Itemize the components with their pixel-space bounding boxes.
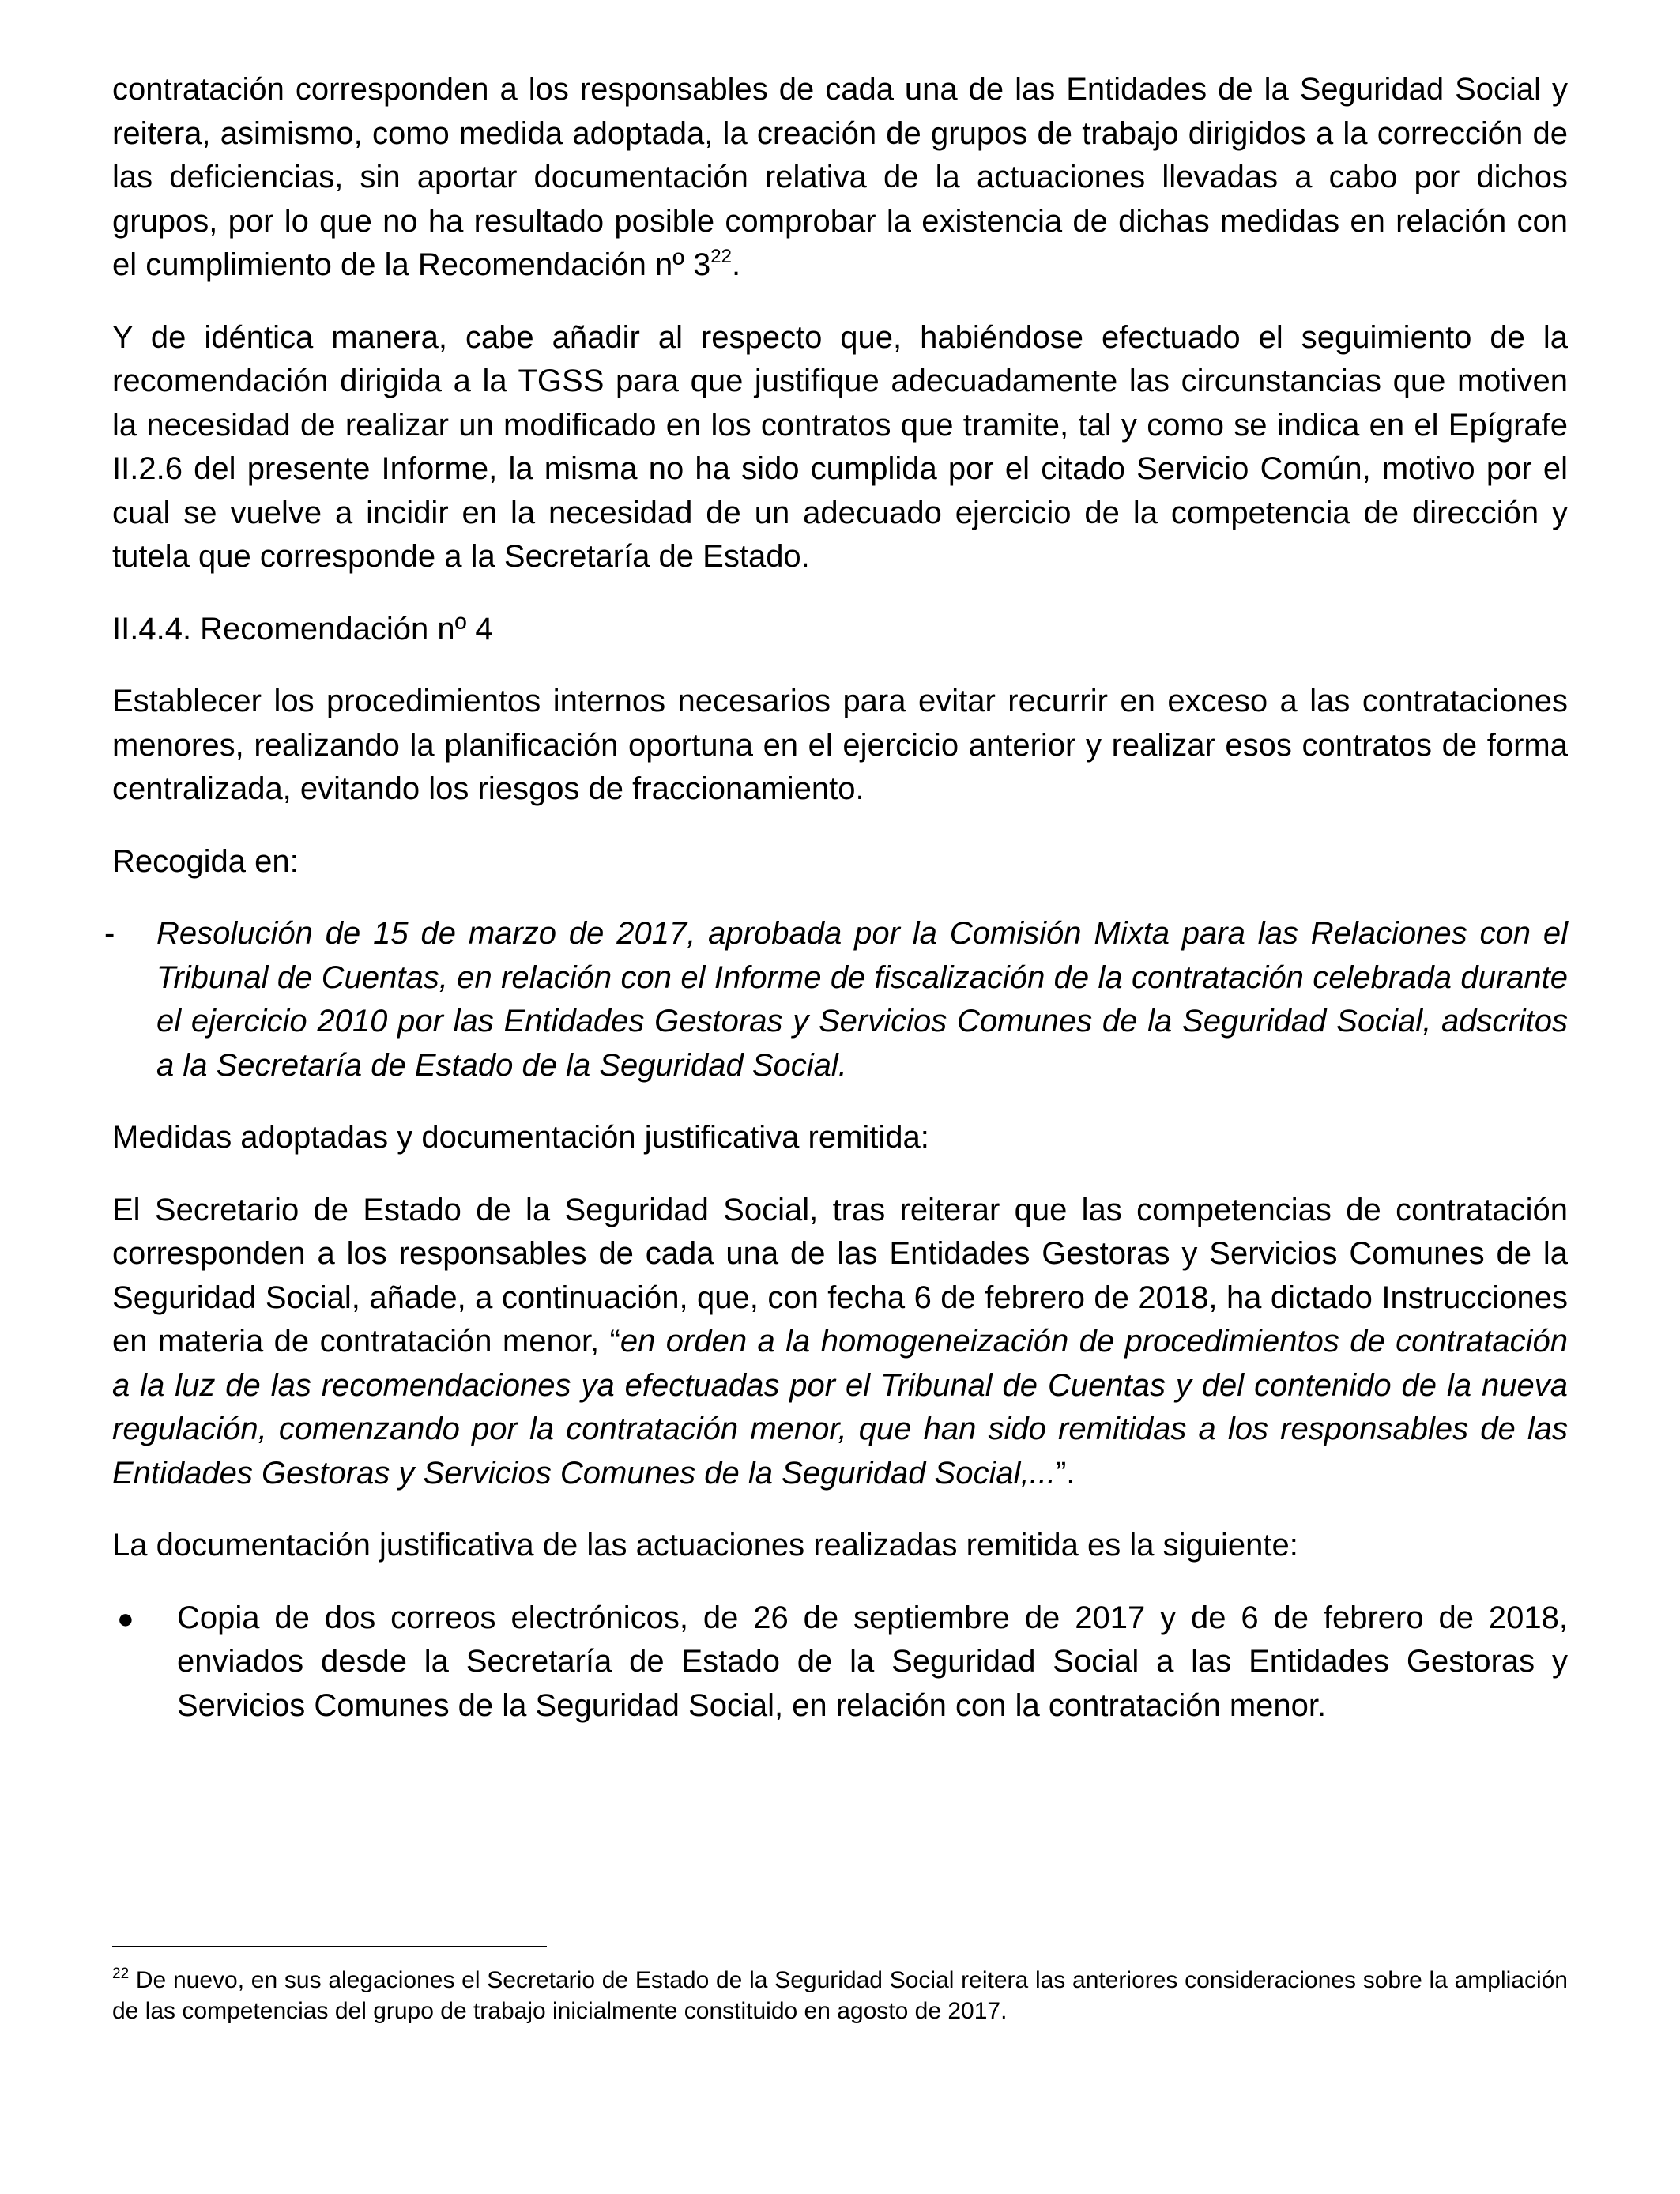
footnote-number: 22 (112, 1966, 130, 1982)
recommendation-text: Establecer los procedimientos internos necesarios para evitar recurrir en exceso a las contrataciones menores, realizando la planificación oportuna en el ejercicio anterior y realizar esos contratos de forma centralizada, evitando los riesgos de fraccionamiento. (112, 684, 1568, 806)
dash-marker: - (104, 916, 115, 951)
paragraph-tgss-recommendation: Y de idéntica manera, cabe añadir al respecto que, habiéndose efectuado el seguimiento de la recomendación dirigida a la TGSS para que justifique adecuadamente las circunstancias que motiven la necesidad de realizar un modificado en los contratos que tramite, tal y como se indica en el Epígrafe II.2.6 del presente Informe, la misma no ha sido cumplida por el citado Servicio Común, motivo por el cual se vuelve a incidir en la necesidad de un adecuado ejercicio de la competencia de dirección y tutela que corresponde a la Secretaría de Estado. (112, 319, 1568, 574)
bullet-list-item (112, 1596, 1568, 1728)
footnote (112, 1965, 1568, 2026)
paragraph-text: El Secretario de Estado de la Seguridad Social, tras reiterar que las competencias de contratación corresponden a los responsables de cada una de las Entidades Gestoras y Servicios Comunes de la Seguridad Social, añade, a continuación, que, con fecha 6 de febrero de 2018, ha dictado Instrucciones en materia de contratación menor, “ (112, 1192, 1568, 1359)
paragraph-end-punctuation: . (731, 247, 741, 282)
quoted-text: en orden a la homogeneización de procedimientos de contratación a la luz de las recomendaciones ya efectuadas por el Tribunal de Cuentas y del contenido de la nueva regulación, comenzando por la contratación menor, que han sido remitidas a los responsables de las Entidades Gestoras y Servicios Comunes de la Seguridad Social,... (112, 1324, 1569, 1491)
documentation-intro: La documentación justificativa de las actuaciones realizadas remitida es la siguiente: (112, 1528, 1298, 1563)
footnote-text: De nuevo, en sus alegaciones el Secretario de Estado de la Seguridad Social reitera las anteriores consideraciones sobre la ampliación de las competencias del grupo de trabajo inicialmente constituido en agosto de 2017. (112, 1967, 1568, 2024)
resolution-text: Resolución de 15 de marzo de 2017, aprobada por la Comisión Mixta para las Relaciones con el Tribunal de Cuentas, en relación con el Informe de fiscalización de la contratación celebrada durante el ejercicio 2010 por las Entidades Gestoras y Servicios Comunes de la Seguridad Social, adscritos a la Secretaría de Estado de la Seguridad Social. (156, 916, 1568, 1083)
footnote-separator (112, 1946, 547, 1947)
paragraph-continuation (112, 68, 1568, 288)
paragraph-text: contratación corresponden a los responsables de cada una de las Entidades de la Seguridad Social y reitera, asimismo, como medida adoptada, la creación de grupos de trabajo dirigidos a la corrección de las deficiencias, sin aportar documentación relativa de la actuaciones llevadas a cabo por dichos grupos, por lo que no ha resultado posible comprobar la existencia de dichas medidas en relación con el cumplimiento de la Recomendación nº 3 (112, 72, 1568, 282)
bullet-icon: ● (117, 1601, 134, 1634)
measures-label: Medidas adoptadas y documentación justificativa remitida: (112, 1120, 929, 1155)
bullet-text: Copia de dos correos electrónicos, de 26 de septiembre de 2017 y de 6 de febrero de 2018, enviados desde la Secretaría de Estado de la Seguridad Social a las Entidades Gestoras y Servicios Comunes de la Seguridad Social, en relación con la contratación menor. (177, 1600, 1568, 1723)
footnote-reference[interactable]: 22 (710, 246, 732, 267)
paragraph-secretary-instructions (112, 1189, 1568, 1496)
resolution-list-item (104, 912, 1568, 1088)
quote-close: ”. (1055, 1455, 1075, 1491)
document-body (104, 68, 1569, 1728)
section-heading: II.4.4. Recomendación nº 4 (112, 611, 493, 647)
recogida-label: Recogida en: (112, 843, 299, 879)
